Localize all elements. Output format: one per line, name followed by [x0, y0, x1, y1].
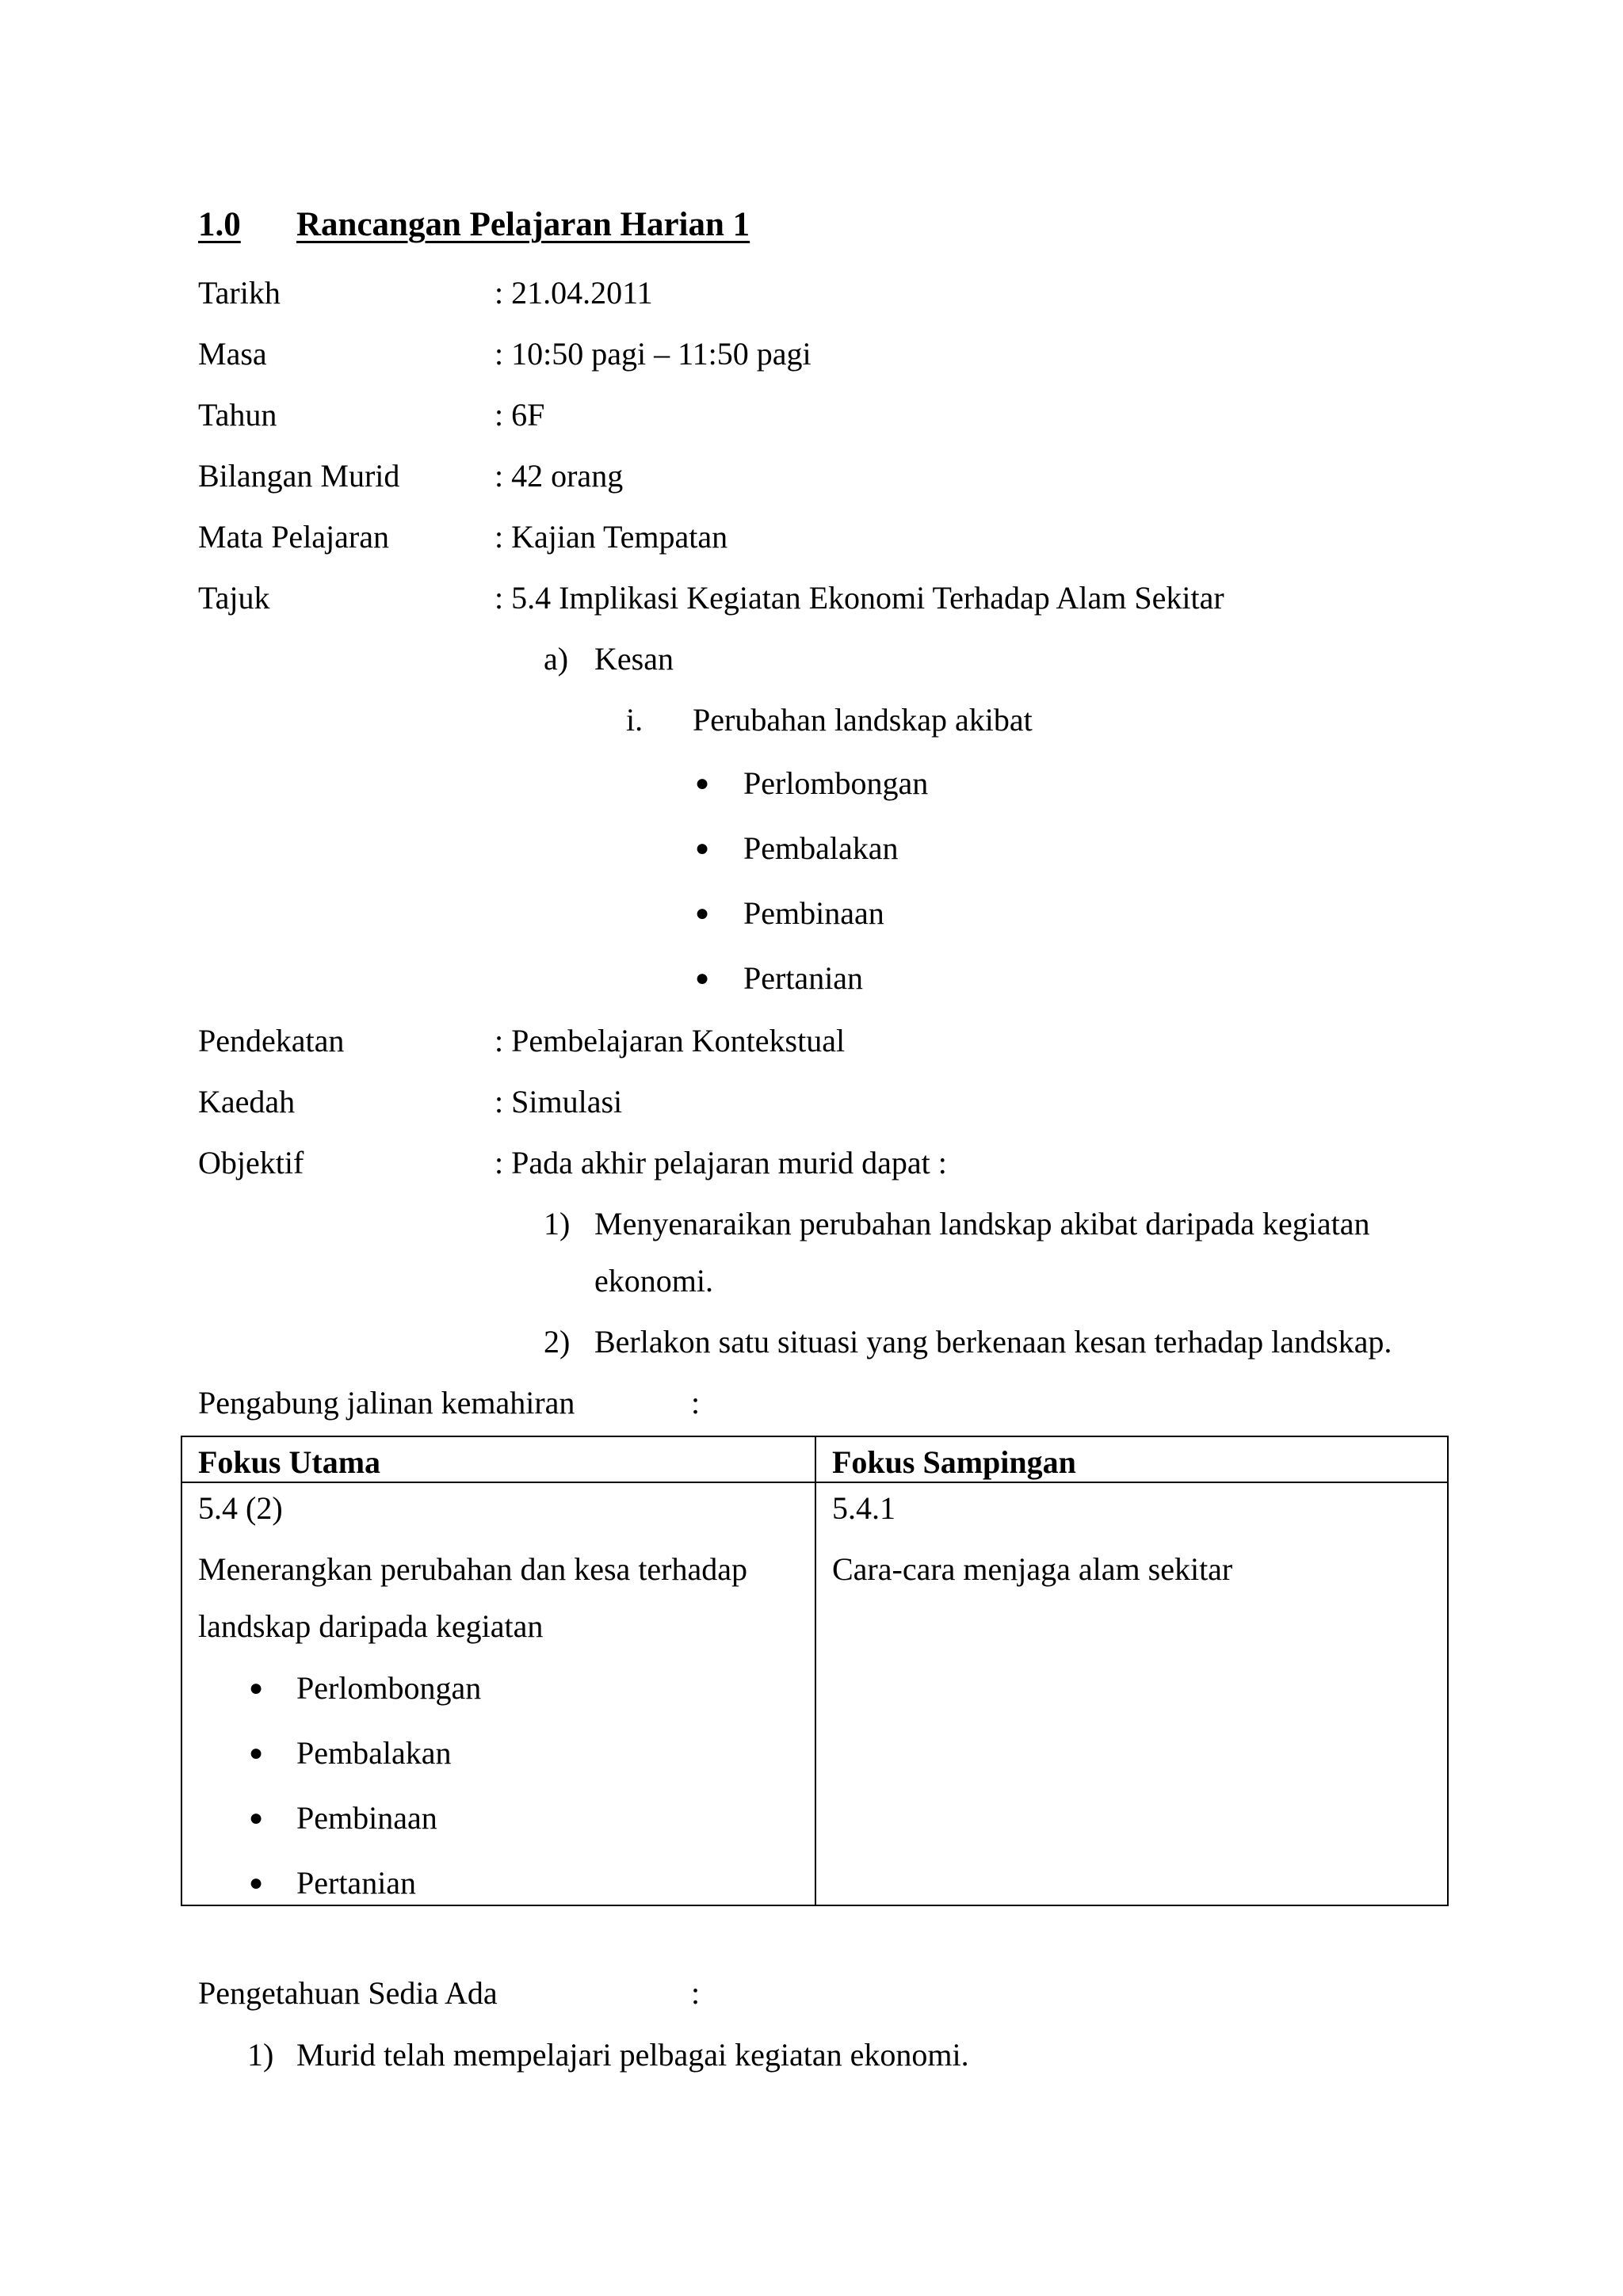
field-label-bilangan-murid: Bilangan Murid	[198, 458, 400, 494]
sub-list-marker: a)	[544, 641, 569, 677]
bullet-item: Pertanian	[296, 1865, 417, 1901]
bullet-icon: ●	[695, 835, 710, 861]
bullet-item: Perlombongan	[743, 765, 929, 801]
field-label-kaedah: Kaedah	[198, 1084, 296, 1119]
objective-text-continued: ekonomi.	[594, 1263, 713, 1299]
field-label-objektif: Objektif	[198, 1145, 304, 1180]
pengabung-colon: :	[691, 1385, 701, 1421]
pengetahuan-item-marker: 1)	[247, 2037, 274, 2073]
field-value-masa: : 10:50 pagi – 11:50 pagi	[495, 336, 812, 372]
field-value-bilangan-murid: : 42 orang	[495, 458, 624, 494]
bullet-item: Pembalakan	[743, 830, 899, 866]
fokus-sampingan-desc: Cara-cara menjaga alam sekitar	[832, 1551, 1233, 1587]
page-title: Rancangan Pelajaran Harian 1	[296, 206, 750, 243]
section-number: 1.0	[198, 206, 241, 243]
field-label-tarikh: Tarikh	[198, 275, 281, 311]
bullet-item: Pertanian	[743, 960, 864, 996]
field-value-kaedah: : Simulasi	[495, 1084, 623, 1119]
bullet-item: Pembinaan	[743, 895, 884, 931]
fokus-sampingan-cell	[815, 1482, 1448, 1905]
bullet-item: Pembalakan	[296, 1735, 452, 1771]
field-label-masa: Masa	[198, 336, 267, 372]
fokus-sampingan-code: 5.4.1	[832, 1490, 896, 1526]
field-value-objektif: : Pada akhir pelajaran murid dapat :	[495, 1145, 947, 1180]
field-label-pendekatan: Pendekatan	[198, 1023, 345, 1058]
bullet-icon: ●	[249, 1740, 264, 1766]
field-label-tahun: Tahun	[198, 397, 277, 433]
pengetahuan-item-text: Murid telah mempelajari pelbagai kegiatan ekonomi.	[296, 2037, 969, 2073]
pengabung-label: Pengabung jalinan kemahiran	[198, 1385, 575, 1421]
bullet-item: Perlombongan	[296, 1670, 482, 1706]
field-value-tahun: : 6F	[495, 397, 545, 433]
pengetahuan-label: Pengetahuan Sedia Ada	[198, 1975, 498, 2011]
field-label-tajuk: Tajuk	[198, 580, 270, 616]
field-value-tajuk: : 5.4 Implikasi Kegiatan Ekonomi Terhadap Alam Sekitar	[495, 580, 1224, 616]
pengetahuan-colon: :	[691, 1975, 701, 2011]
roman-list-marker: i.	[626, 702, 643, 738]
fokus-utama-code: 5.4 (2)	[198, 1490, 283, 1526]
objective-marker: 1)	[544, 1206, 571, 1241]
field-value-mata-pelajaran: : Kajian Tempatan	[495, 519, 728, 555]
table-header-fokus-utama: Fokus Utama	[181, 1436, 815, 1482]
fokus-utama-desc-continued: landskap daripada kegiatan	[198, 1608, 544, 1644]
bullet-item: Pembinaan	[296, 1800, 437, 1836]
objective-text: Berlakon satu situasi yang berkenaan kesan terhadap landskap.	[594, 1324, 1392, 1360]
bullet-icon: ●	[695, 770, 710, 796]
bullet-icon: ●	[249, 1805, 264, 1831]
sub-list-item-kesan: Kesan	[594, 641, 674, 677]
field-value-pendekatan: : Pembelajaran Kontekstual	[495, 1023, 846, 1058]
fokus-utama-desc: Menerangkan perubahan dan kesa terhadap	[198, 1551, 748, 1587]
field-label-mata-pelajaran: Mata Pelajaran	[198, 519, 389, 555]
bullet-icon: ●	[695, 965, 710, 991]
bullet-icon: ●	[249, 1675, 264, 1701]
field-value-tarikh: : 21.04.2011	[495, 275, 653, 311]
bullet-icon: ●	[695, 900, 710, 926]
fokus-utama-cell	[181, 1482, 815, 1905]
roman-list-item: Perubahan landskap akibat	[693, 702, 1033, 738]
objective-text: Menyenaraikan perubahan landskap akibat daripada kegiatan	[594, 1206, 1370, 1241]
bullet-icon: ●	[249, 1870, 264, 1896]
table-header-fokus-sampingan: Fokus Sampingan	[815, 1436, 1448, 1482]
objective-marker: 2)	[544, 1324, 571, 1360]
skills-table	[181, 1436, 1449, 1906]
